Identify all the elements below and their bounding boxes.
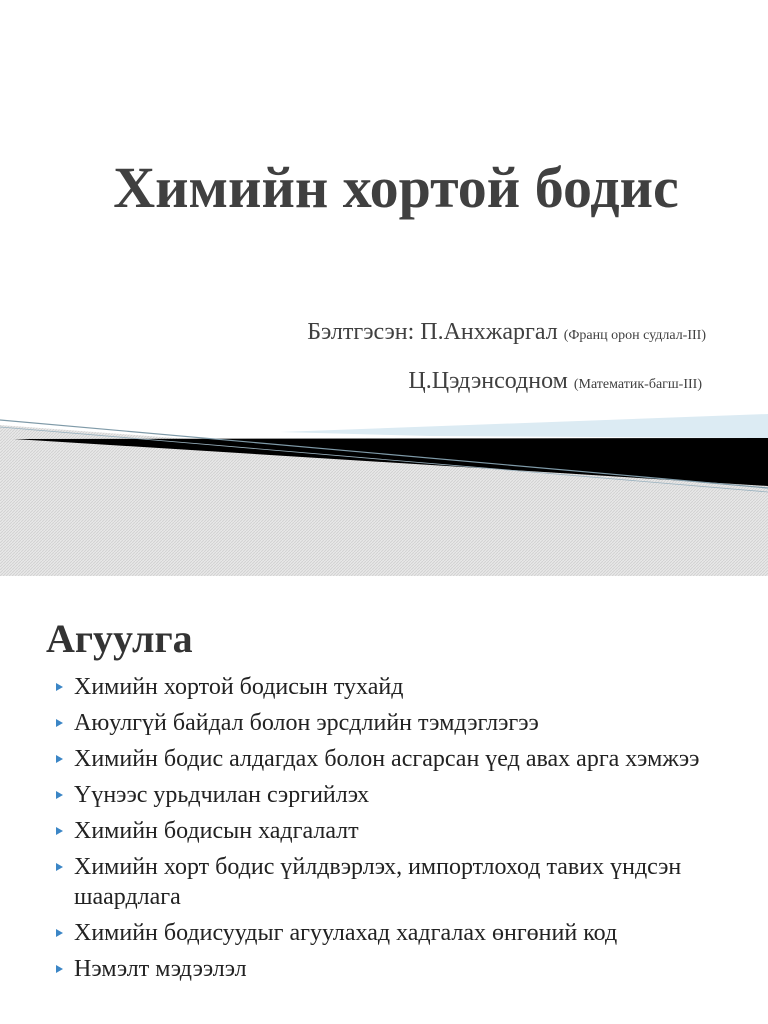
list-item-text: Нэмэлт мэдээлэл	[74, 956, 247, 982]
list-item	[56, 918, 736, 948]
contents-slide	[0, 576, 768, 1024]
bullet-icon	[56, 719, 63, 727]
bullet-icon	[56, 863, 63, 871]
list-item	[56, 744, 736, 774]
contents-heading: Агуулга	[46, 616, 193, 661]
list-item	[56, 852, 736, 912]
list-item-text: Химийн бодис алдагдах болон асгарсан үед авах арга хэмжээ	[74, 746, 700, 772]
author-2-note: (Математик-багш-III)	[573, 377, 702, 392]
author-1-note: (Франц орон судлал-III)	[563, 328, 706, 343]
list-item-text: Химийн бодисуудыг агуулахад хадгалах өнгөний код	[74, 920, 618, 946]
list-item	[56, 954, 736, 984]
bullet-icon	[56, 791, 63, 799]
light-blue-band	[280, 414, 768, 438]
list-item-text: Үүнээс урьдчилан сэргийлэх	[74, 782, 370, 808]
bullet-icon	[56, 755, 63, 763]
list-item	[56, 708, 736, 738]
slide-title: Химийн хортой бодис	[113, 155, 679, 220]
list-item	[56, 672, 736, 702]
author-2-name: Ц.Цэдэнсодном	[408, 368, 568, 394]
list-item-text: Аюулгүй байдал болон эрсдлийн тэмдэглэгээ	[74, 710, 539, 736]
list-item-text: Химийн хортой бодисын тухайд	[74, 674, 404, 700]
list-item-text: Химийн бодисын хадгалалт	[74, 818, 359, 844]
list-item	[56, 816, 736, 846]
bullet-icon	[56, 929, 63, 937]
list-item-text: Химийн хорт бодис үйлдвэрлэх, импортлоход тавих үндсэн шаардлага	[74, 854, 682, 910]
bullet-icon	[56, 827, 63, 835]
list-item	[56, 780, 736, 810]
author-1-name: Бэлтгэсэн: П.Анхжаргал	[307, 319, 558, 345]
contents-list	[56, 672, 736, 990]
bullet-icon	[56, 683, 63, 691]
bullet-icon	[56, 965, 63, 973]
